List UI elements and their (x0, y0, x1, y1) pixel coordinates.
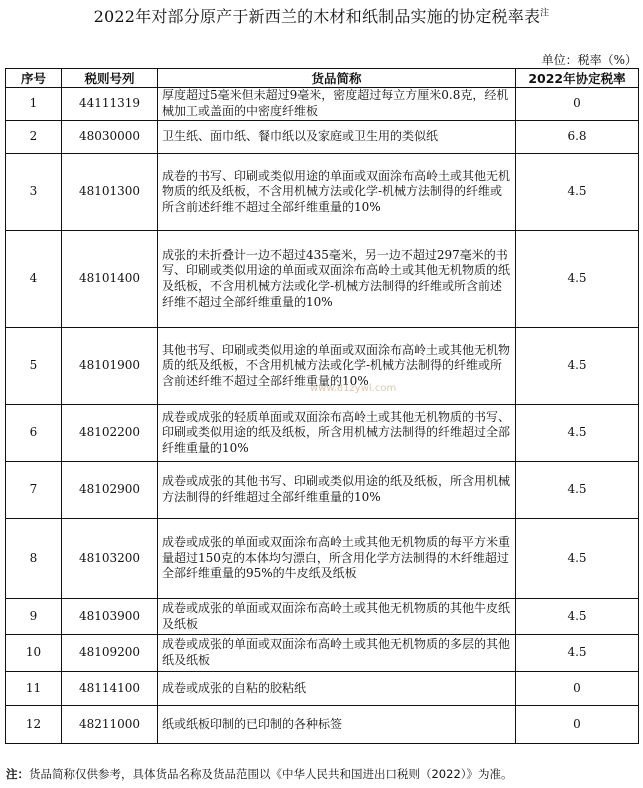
row-rate: 4.5 (516, 519, 639, 599)
row-no: 12 (6, 706, 62, 744)
footnote (6, 766, 513, 782)
row-code: 48211000 (62, 706, 158, 744)
row-code: 44111319 (62, 88, 158, 121)
header-desc: 货品简称 (158, 69, 516, 88)
row-rate: 4.5 (516, 635, 639, 672)
row-desc: 成卷或成张的其他书写、印刷或类似用途的纸及纸板，所含用机械方法制得的纤维超过全部纤维重量的10% (158, 462, 516, 519)
table-row (6, 88, 639, 121)
table-row (6, 121, 639, 154)
row-rate: 0 (516, 672, 639, 706)
header-rate: 2022年协定税率 (516, 69, 639, 88)
row-code: 48103200 (62, 519, 158, 599)
table-row (6, 672, 639, 706)
row-desc: 成卷或成张的单面或双面涂布高岭土或其他无机物质的多层的其他纸及纸板 (158, 635, 516, 672)
header-code: 税则号列 (62, 69, 158, 88)
row-no: 6 (6, 405, 62, 462)
row-code: 48030000 (62, 121, 158, 154)
table-row (6, 231, 639, 328)
row-rate: 0 (516, 706, 639, 744)
row-desc: 成卷或成张的单面或双面涂布高岭土或其他无机物质的每平方米重量超过150克的本体均匀漂白，所含用化学方法制得的木纤维超过全部纤维重量的95%的牛皮纸及纸板 (158, 519, 516, 599)
row-code: 48102900 (62, 462, 158, 519)
row-no: 9 (6, 599, 62, 635)
row-no: 11 (6, 672, 62, 706)
row-rate: 0 (516, 88, 639, 121)
row-code: 48102200 (62, 405, 158, 462)
row-no: 3 (6, 154, 62, 231)
table-row (6, 154, 639, 231)
row-code: 48101300 (62, 154, 158, 231)
row-desc: 其他书写、印刷或类似用途的单面或双面涂布高岭土或其他无机物质的纸及纸板，不含用机械方法或化学-机械方法制得的纤维或所含前述纤维不超过全部纤维重量的10% (158, 328, 516, 405)
table-row (6, 599, 639, 635)
table-row (6, 405, 639, 462)
row-desc: 成卷或成张的单面或双面涂布高岭土或其他无机物质的其他牛皮纸及纸板 (158, 599, 516, 635)
row-no: 4 (6, 231, 62, 328)
row-code: 48109200 (62, 635, 158, 672)
row-desc: 厚度超过5毫米但未超过9毫米，密度超过每立方厘米0.8克，经机械加工或盖面的中密度纤维板 (158, 88, 516, 121)
row-rate: 6.8 (516, 121, 639, 154)
row-code: 48101400 (62, 231, 158, 328)
row-desc: 成张的未折叠计一边不超过435毫米，另一边不超过297毫米的书写、印刷或类似用途的单面或双面涂布高岭土或其他无机物质的纸及纸板，不含用机械方法或化学-机械方法制得的纤维或所含前述纤维不超过全部纤维重量的10% (158, 231, 516, 328)
unit-label: 单位：税率（%） (541, 53, 637, 67)
row-code: 48114100 (62, 672, 158, 706)
table-header-row (6, 69, 639, 88)
table-row (6, 462, 639, 519)
row-rate: 4.5 (516, 599, 639, 635)
row-desc: 纸或纸板印制的已印制的各种标签 (158, 706, 516, 744)
header-no: 序号 (6, 69, 62, 88)
row-code: 48101900 (62, 328, 158, 405)
row-desc: 成卷的书写、印刷或类似用途的单面或双面涂布高岭土或其他无机物质的纸及纸板，不含用机械方法或化学-机械方法制得的纤维或所含前述纤维不超过全部纤维重量的10% (158, 154, 516, 231)
row-code: 48103900 (62, 599, 158, 635)
row-rate: 4.5 (516, 328, 639, 405)
row-no: 1 (6, 88, 62, 121)
title-note-mark: 注 (540, 8, 550, 19)
row-desc: 成卷或成张的轻质单面或双面涂布高岭土或其他无机物质的书写、印刷或类似用途的纸及纸板，所含用机械方法制得的纤维超过全部纤维重量的10% (158, 405, 516, 462)
tariff-table (5, 68, 639, 744)
row-rate: 4.5 (516, 462, 639, 519)
table-row (6, 519, 639, 599)
page-title (0, 4, 643, 27)
footnote-label: 注： (6, 767, 29, 781)
table-row (6, 635, 639, 672)
footnote-text: 货品简称仅供参考，具体货品名称及货品范围以《中华人民共和国进出口税则（2022）》为准。 (29, 767, 513, 781)
row-no: 2 (6, 121, 62, 154)
row-no: 8 (6, 519, 62, 599)
table-row (6, 706, 639, 744)
title-text: 2022年对部分原产于新西兰的木材和纸制品实施的协定税率表 (93, 7, 541, 26)
row-no: 7 (6, 462, 62, 519)
row-rate: 4.5 (516, 405, 639, 462)
row-rate: 4.5 (516, 154, 639, 231)
row-no: 5 (6, 328, 62, 405)
row-no: 10 (6, 635, 62, 672)
watermark: www.81zywl.com (310, 383, 397, 394)
row-desc: 成卷或成张的自粘的胶粘纸 (158, 672, 516, 706)
row-rate: 4.5 (516, 231, 639, 328)
row-desc: 卫生纸、面巾纸、餐巾纸以及家庭或卫生用的类似纸 (158, 121, 516, 154)
